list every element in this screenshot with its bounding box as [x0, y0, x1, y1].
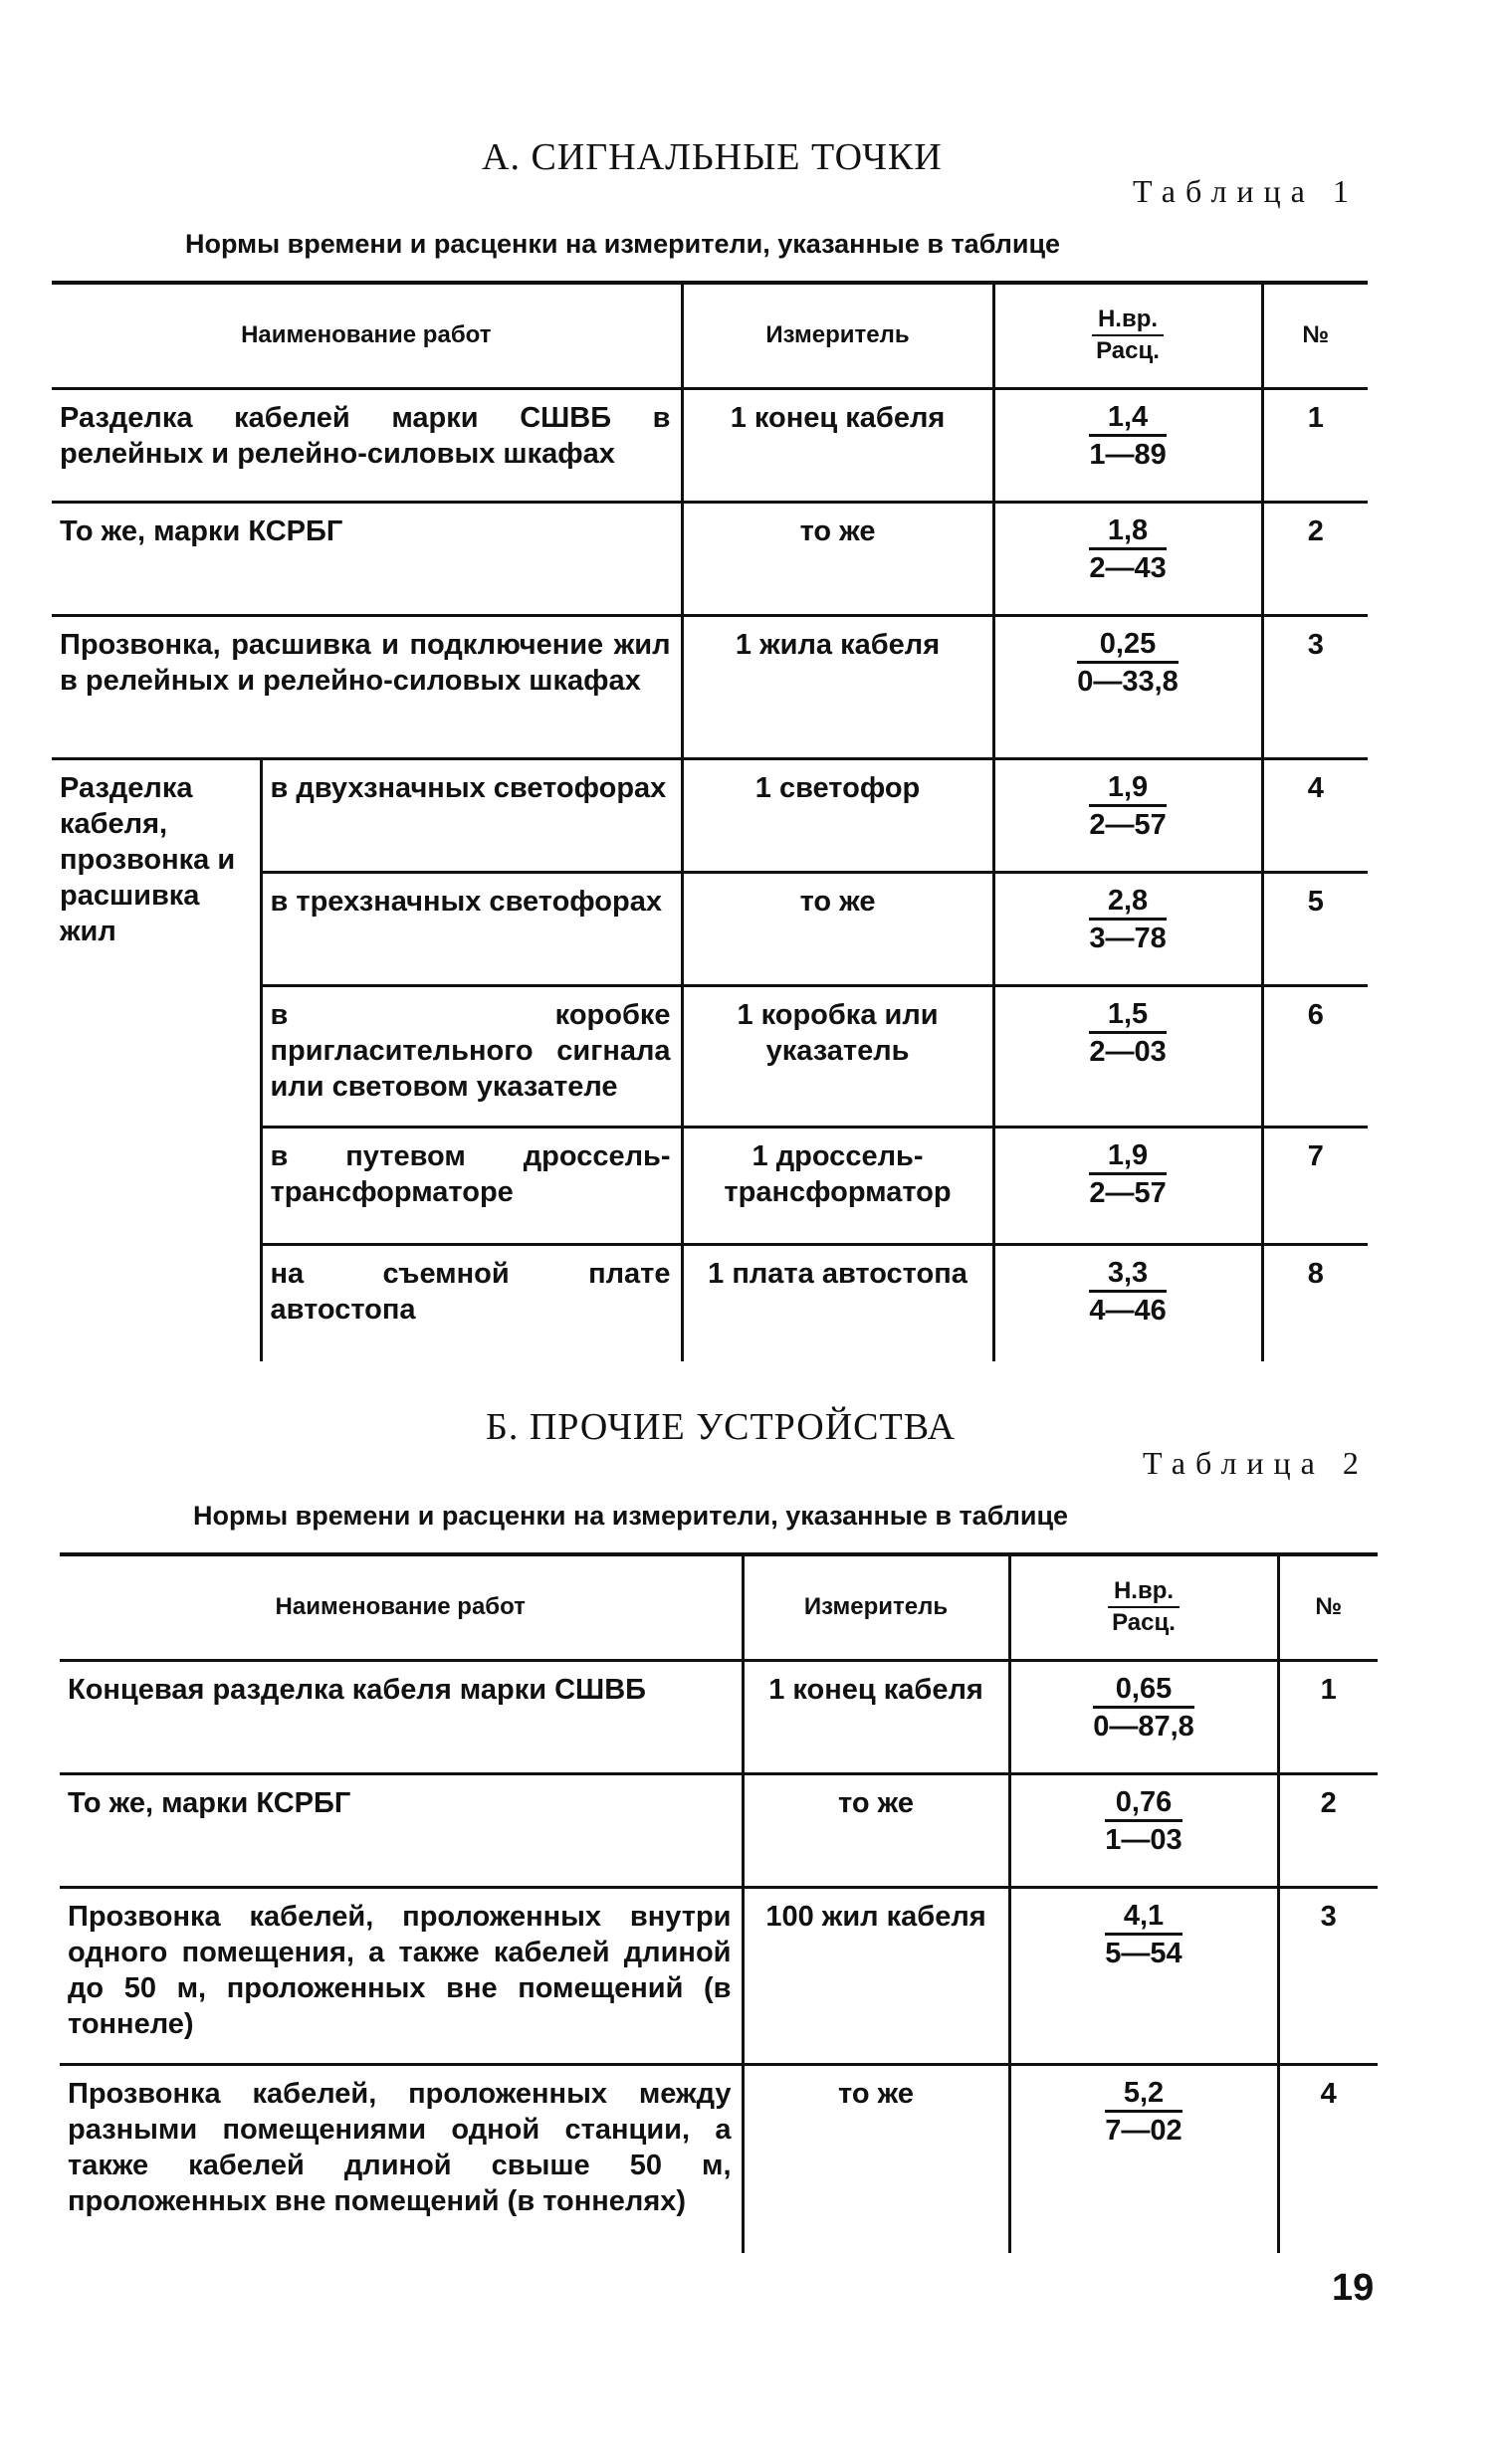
table-2-label: Таблица 2: [1143, 1445, 1369, 1481]
row-name: Прозвонка кабелей, проложенных между разными помещениями одной станции, а также кабелей длиной свыше 50 м, проложенных вне помещений (в тоннелях): [60, 2064, 743, 2253]
row-time: 0,65: [1093, 1672, 1194, 1709]
header-norm-time: Н.вр.: [1092, 305, 1164, 336]
row-num: 3: [1278, 1887, 1378, 2064]
row-rate: 1—89: [1089, 438, 1167, 471]
row-measure: то же: [743, 2064, 1009, 2253]
row-num: 4: [1278, 2064, 1378, 2253]
row-rate: 2—03: [1089, 1035, 1167, 1068]
row-rate: 2—57: [1089, 1176, 1167, 1209]
table-row: [52, 502, 1368, 615]
table-row: [52, 758, 1368, 872]
row-name: Концевая разделка кабеля марки СШВБ: [60, 1660, 743, 1773]
header-norm-rate: Расц.: [1096, 337, 1160, 365]
row-measure: то же: [682, 872, 993, 985]
row-measure: 1 коробка или указатель: [682, 985, 993, 1127]
table-row: [60, 1887, 1378, 2064]
row-norm: [993, 502, 1262, 615]
row-num: 1: [1278, 1660, 1378, 1773]
row-num: 8: [1262, 1244, 1368, 1361]
row-time: 1,5: [1089, 997, 1166, 1034]
row-rate: 3—78: [1089, 922, 1167, 954]
row-rate: 4—46: [1089, 1294, 1167, 1327]
row-rate: 2—57: [1089, 808, 1167, 841]
row-name: в трехзначных светофорах: [261, 872, 682, 985]
row-num: 1: [1262, 388, 1368, 502]
section-b-title: Б. ПРОЧИЕ УСТРОЙСТВА: [486, 1406, 957, 1448]
header-num: №: [1262, 283, 1368, 388]
table-1: [52, 281, 1368, 1361]
row-time: 1,8: [1089, 513, 1166, 550]
row-measure: то же: [743, 1773, 1009, 1887]
row-measure: то же: [682, 502, 993, 615]
header-num: №: [1278, 1554, 1378, 1660]
row-norm: [993, 1244, 1262, 1361]
row-name: Разделка кабелей марки СШВБ в релейных и релейно-силовых шкафах: [52, 388, 682, 502]
row-norm: [993, 615, 1262, 758]
header-norm-time: Н.вр.: [1108, 1576, 1180, 1608]
row-measure: 1 конец кабеля: [743, 1660, 1009, 1773]
table-1-label: Таблица 1: [1133, 173, 1359, 209]
row-rate: 1—03: [1105, 1823, 1182, 1856]
table-row: [60, 1773, 1378, 1887]
row-norm: [1009, 2064, 1278, 2253]
row-name: То же, марки КСРБГ: [60, 1773, 743, 1887]
row-num: 2: [1262, 502, 1368, 615]
row-num: 5: [1262, 872, 1368, 985]
table-row: [60, 2064, 1378, 2253]
row-time: 2,8: [1089, 884, 1166, 921]
table-row: [60, 1660, 1378, 1773]
header-name: Наименование работ: [60, 1554, 743, 1660]
row-norm: [993, 388, 1262, 502]
row-measure: 1 плата автостопа: [682, 1244, 993, 1361]
row-rate: 0—33,8: [1077, 665, 1179, 698]
row-norm: [993, 872, 1262, 985]
row-norm: [1009, 1773, 1278, 1887]
row-measure: 1 жила кабеля: [682, 615, 993, 758]
row-rate: 5—54: [1105, 1937, 1182, 1969]
row-norm: [1009, 1887, 1278, 2064]
table-2-caption: Нормы времени и расценки на измерители, указанные в таблице: [193, 1501, 1069, 1531]
row-measure: 1 светофор: [682, 758, 993, 872]
row-measure: 1 дроссель-трансформатор: [682, 1127, 993, 1244]
header-norm: [1009, 1554, 1278, 1660]
row-name: Прозвонка кабелей, проложенных внутри одного помещения, а также кабелей длиной до 50 м, проложенных вне помещений (в тоннеле): [60, 1887, 743, 2064]
header-name: Наименование работ: [52, 283, 682, 388]
header-norm-rate: Расц.: [1112, 1609, 1176, 1637]
row-num: 7: [1262, 1127, 1368, 1244]
table-1-caption: Нормы времени и расценки на измерители, указанные в таблице: [185, 229, 1061, 259]
row-num: 4: [1262, 758, 1368, 872]
row-name: в двухзначных светофорах: [261, 758, 682, 872]
row-norm: [993, 985, 1262, 1127]
row-norm: [1009, 1660, 1278, 1773]
row-name: в путевом дроссель-трансформаторе: [261, 1127, 682, 1244]
row-norm: [993, 1127, 1262, 1244]
row-time: 5,2: [1105, 2076, 1182, 2113]
row-rate: 7—02: [1105, 2114, 1182, 2147]
row-norm: [993, 758, 1262, 872]
row-name: на съемной плате автостопа: [261, 1244, 682, 1361]
row-time: 1,9: [1089, 770, 1166, 807]
row-num: 6: [1262, 985, 1368, 1127]
group-label: Разделка кабеля, прозвонка и расшивка жил: [52, 758, 261, 1361]
row-num: 3: [1262, 615, 1368, 758]
header-measure: Измеритель: [682, 283, 993, 388]
row-time: 0,76: [1105, 1785, 1182, 1822]
section-a-title: А. СИГНАЛЬНЫЕ ТОЧКИ: [482, 136, 943, 178]
row-name: То же, марки КСРБГ: [52, 502, 682, 615]
row-name: в коробке пригласительного сигнала или световом указателе: [261, 985, 682, 1127]
row-time: 3,3: [1089, 1256, 1166, 1293]
page-number: 19: [1332, 2267, 1375, 2309]
header-norm: [993, 283, 1262, 388]
row-time: 4,1: [1105, 1899, 1182, 1936]
row-time: 0,25: [1077, 627, 1179, 664]
row-measure: 100 жил кабеля: [743, 1887, 1009, 2064]
header-measure: Измеритель: [743, 1554, 1009, 1660]
table-row: [52, 615, 1368, 758]
row-time: 1,4: [1089, 400, 1166, 437]
table-row: [52, 388, 1368, 502]
table-2: [60, 1552, 1378, 2253]
row-rate: 0—87,8: [1093, 1710, 1194, 1743]
row-measure: 1 конец кабеля: [682, 388, 993, 502]
row-rate: 2—43: [1089, 551, 1167, 584]
row-num: 2: [1278, 1773, 1378, 1887]
row-time: 1,9: [1089, 1138, 1166, 1175]
row-name: Прозвонка, расшивка и подключение жил в релейных и релейно-силовых шкафах: [52, 615, 682, 758]
